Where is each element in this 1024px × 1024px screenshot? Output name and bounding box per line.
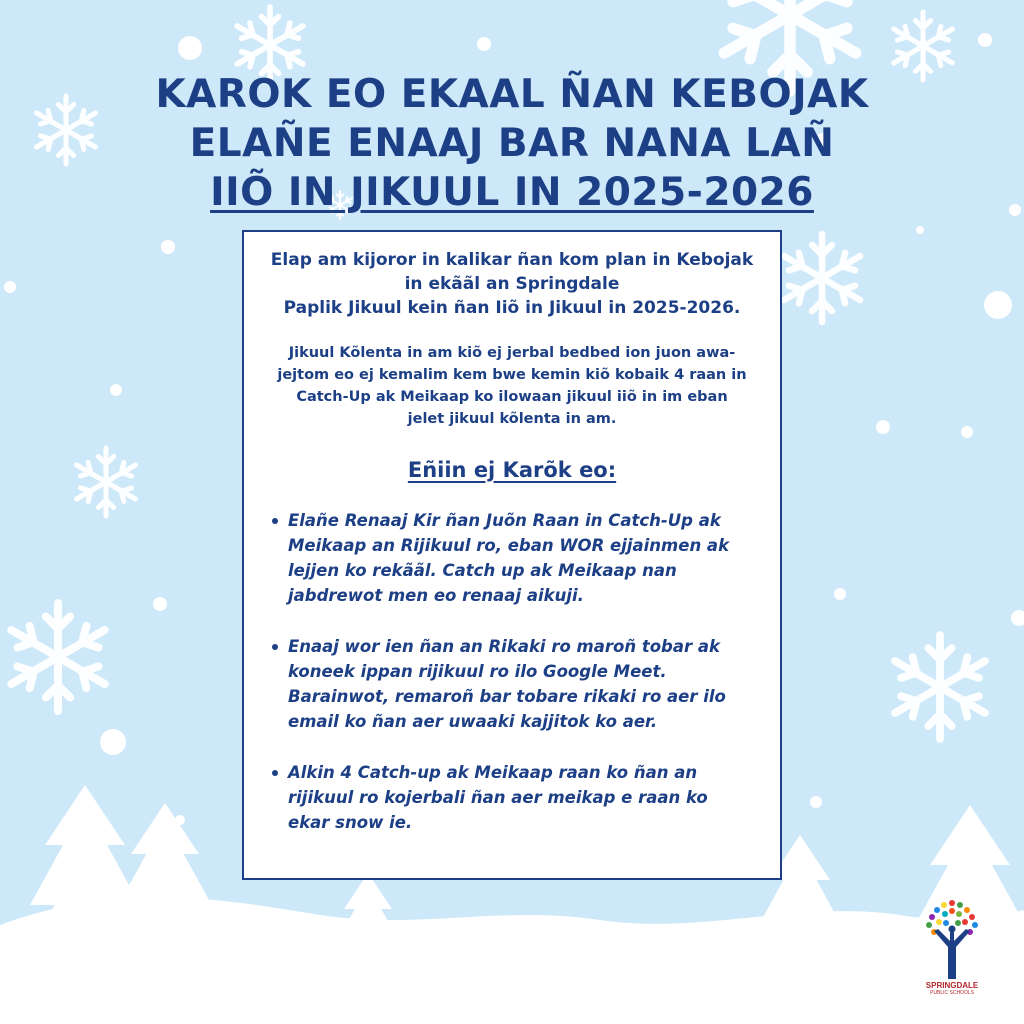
notice-card (242, 230, 782, 880)
list-item (262, 634, 762, 734)
page-title (0, 70, 1024, 217)
explanation-paragraph (262, 342, 762, 430)
tree-logo-icon (912, 895, 992, 981)
school-logo (912, 895, 992, 1005)
logo-name: SPRINGDALE (925, 981, 979, 990)
intro-line: Elap am kijoror in kalikar ñan kom plan in Kebojak (270, 250, 754, 270)
intro-line: Paplik Jikuul kein ñan Iiõ in Jikuul in 2025-2026. (283, 298, 741, 318)
plan-subheading: Eñiin ej Karõk eo: (407, 458, 617, 482)
list-item-line: jabdrewot men eo renaaj aikuji. (288, 586, 584, 605)
list-item-line: Meikaap an Rijikuul ro, eban WOR ejjainmen ak (288, 536, 730, 555)
list-item (262, 508, 762, 608)
paragraph-line: Catch-Up ak Meikaap ko ilowaan jikuul iiõ in im eban (296, 389, 728, 405)
paragraph-line: jelet jikuul kõlenta in am. (407, 411, 617, 427)
list-item-line: lejjen ko rekããl. Catch up ak Meikaap nan (288, 561, 677, 580)
title-line-1: KAROK EO EKAAL ÑAN KEBOJAK (155, 72, 869, 117)
logo-subtitle: PUBLIC SCHOOLS (930, 990, 974, 996)
list-item-line: koneek ippan rijikuul ro ilo Google Meet. (288, 662, 667, 681)
list-item-line: Alkin 4 Catch-up ak Meikaap raan ko ñan an (288, 763, 698, 782)
list-item-line: Elañe Renaaj Kir ñan Juõn Raan in Catch-Up ak (288, 511, 721, 530)
paragraph-line: Jikuul Kõlenta in am kiõ ej jerbal bedbed ion juon awa- (288, 345, 736, 361)
list-item-line: ekar snow ie. (288, 813, 413, 832)
plan-list (262, 508, 762, 835)
bullet-icon (272, 644, 278, 650)
list-item-line: rijikuul ro kojerbali ñan aer meikap e raan ko (288, 788, 708, 807)
title-line-3: IIÕ IN JIKUUL IN 2025-2026 (210, 170, 814, 215)
paragraph-line: jejtom eo ej kemalim kem bwe kemin kiõ kobaik 4 raan in (277, 367, 747, 383)
list-item-line: email ko ñan aer uwaaki kajjitok ko aer. (288, 712, 658, 731)
list-item (262, 760, 762, 835)
bullet-icon (272, 518, 278, 524)
title-line-2: ELAÑE ENAAJ BAR NANA LAÑ (189, 121, 835, 166)
list-item-line: Barainwot, remaroñ bar tobare rikaki ro aer ilo (288, 687, 726, 706)
intro-text (262, 248, 762, 320)
list-item-line: Enaaj wor ien ñan an Rikaki ro maroñ tobar ak (288, 637, 720, 656)
intro-line: in ekããl an Springdale (404, 274, 620, 294)
bullet-icon (272, 770, 278, 776)
